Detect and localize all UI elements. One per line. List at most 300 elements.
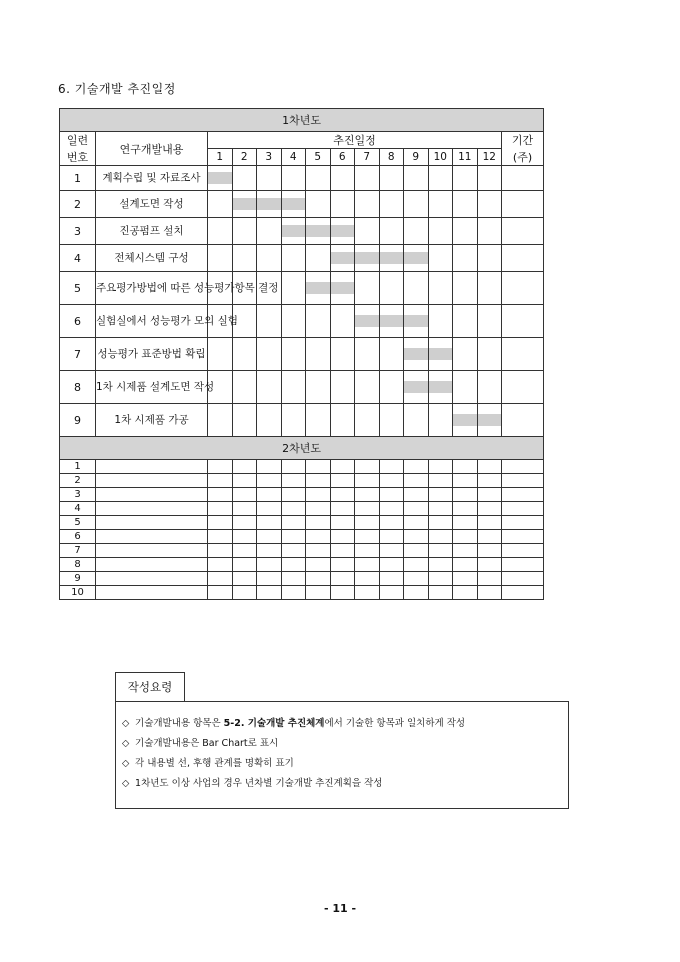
empty-cell bbox=[257, 502, 282, 516]
empty-cell bbox=[477, 502, 502, 516]
month-cell bbox=[208, 191, 233, 218]
row-number: 6 bbox=[60, 305, 96, 338]
empty-cell bbox=[453, 530, 478, 544]
empty-cell bbox=[208, 516, 233, 530]
month-cell bbox=[281, 245, 306, 272]
month-cell bbox=[232, 191, 257, 218]
empty-cell bbox=[96, 530, 208, 544]
empty-cell bbox=[404, 516, 429, 530]
empty-cell bbox=[96, 516, 208, 530]
schedule-bar bbox=[331, 225, 355, 237]
empty-cell bbox=[453, 474, 478, 488]
empty-cell bbox=[330, 474, 355, 488]
empty-cell bbox=[379, 544, 404, 558]
empty-cell bbox=[379, 516, 404, 530]
empty-cell bbox=[404, 488, 429, 502]
month-cell bbox=[306, 272, 331, 305]
month-cell bbox=[453, 191, 478, 218]
empty-cell bbox=[232, 530, 257, 544]
empty-cell bbox=[257, 460, 282, 474]
month-cell bbox=[477, 245, 502, 272]
month-cell bbox=[232, 338, 257, 371]
empty-cell bbox=[355, 460, 380, 474]
month-cell bbox=[306, 338, 331, 371]
empty-cell bbox=[404, 502, 429, 516]
empty-cell bbox=[257, 516, 282, 530]
month-cell bbox=[208, 166, 233, 191]
empty-cell bbox=[208, 558, 233, 572]
month-header: 1 bbox=[208, 149, 233, 166]
month-cell bbox=[477, 218, 502, 245]
month-cell bbox=[355, 338, 380, 371]
empty-cell bbox=[355, 572, 380, 586]
empty-cell bbox=[96, 460, 208, 474]
month-cell bbox=[404, 338, 429, 371]
empty-cell bbox=[355, 488, 380, 502]
row-content: 주요평가방법에 따른 성능평가항목 결정 bbox=[96, 272, 208, 305]
empty-cell bbox=[330, 530, 355, 544]
row-number: 6 bbox=[60, 530, 96, 544]
month-cell bbox=[306, 404, 331, 437]
month-cell bbox=[208, 371, 233, 404]
month-cell bbox=[453, 338, 478, 371]
month-cell bbox=[330, 338, 355, 371]
month-cell bbox=[428, 338, 453, 371]
empty-cell bbox=[232, 558, 257, 572]
empty-cell bbox=[502, 488, 544, 502]
empty-cell bbox=[208, 544, 233, 558]
month-cell bbox=[330, 404, 355, 437]
empty-cell bbox=[502, 558, 544, 572]
month-cell bbox=[379, 245, 404, 272]
diamond-icon: ◇ bbox=[122, 718, 130, 729]
table-row bbox=[60, 544, 544, 558]
period-cell bbox=[502, 245, 544, 272]
empty-cell bbox=[453, 558, 478, 572]
empty-cell bbox=[330, 558, 355, 572]
empty-cell bbox=[208, 586, 233, 600]
note-bold: 5-2. 기술개발 추진체계 bbox=[223, 718, 325, 729]
empty-cell bbox=[306, 558, 331, 572]
note-text: 에서 기술한 항목과 일치하게 작성 bbox=[324, 718, 466, 729]
month-cell bbox=[453, 272, 478, 305]
empty-cell bbox=[477, 586, 502, 600]
empty-cell bbox=[232, 586, 257, 600]
empty-cell bbox=[355, 558, 380, 572]
empty-cell bbox=[306, 544, 331, 558]
row-number: 2 bbox=[60, 474, 96, 488]
month-cell bbox=[208, 338, 233, 371]
empty-cell bbox=[232, 474, 257, 488]
empty-cell bbox=[281, 586, 306, 600]
empty-cell bbox=[330, 488, 355, 502]
empty-cell bbox=[306, 572, 331, 586]
empty-cell bbox=[355, 502, 380, 516]
month-cell bbox=[281, 305, 306, 338]
empty-cell bbox=[355, 530, 380, 544]
month-header: 3 bbox=[257, 149, 282, 166]
row-content: 진공펌프 설치 bbox=[96, 218, 208, 245]
table-row bbox=[60, 338, 544, 371]
row-number: 3 bbox=[60, 218, 96, 245]
month-cell bbox=[281, 272, 306, 305]
empty-cell bbox=[306, 516, 331, 530]
month-cell bbox=[281, 371, 306, 404]
empty-cell bbox=[306, 586, 331, 600]
month-cell bbox=[355, 371, 380, 404]
empty-cell bbox=[208, 530, 233, 544]
period-cell bbox=[502, 338, 544, 371]
month-cell bbox=[232, 371, 257, 404]
empty-cell bbox=[232, 572, 257, 586]
note-item bbox=[122, 774, 568, 794]
empty-cell bbox=[477, 544, 502, 558]
empty-cell bbox=[379, 474, 404, 488]
empty-cell bbox=[477, 572, 502, 586]
month-cell bbox=[355, 218, 380, 245]
empty-cell bbox=[355, 474, 380, 488]
month-cell bbox=[453, 305, 478, 338]
month-cell bbox=[404, 218, 429, 245]
notes-tab: 작성요령 bbox=[115, 672, 185, 702]
month-cell bbox=[355, 404, 380, 437]
empty-cell bbox=[379, 586, 404, 600]
month-cell bbox=[330, 218, 355, 245]
row-content: 1차 시제품 설계도면 작성 bbox=[96, 371, 208, 404]
empty-cell bbox=[404, 558, 429, 572]
row-number: 8 bbox=[60, 558, 96, 572]
empty-cell bbox=[502, 474, 544, 488]
empty-cell bbox=[477, 558, 502, 572]
empty-cell bbox=[502, 460, 544, 474]
schedule-bar bbox=[380, 315, 404, 327]
month-cell bbox=[257, 272, 282, 305]
month-cell bbox=[232, 166, 257, 191]
month-header: 5 bbox=[306, 149, 331, 166]
empty-cell bbox=[404, 474, 429, 488]
month-cell bbox=[404, 305, 429, 338]
month-cell bbox=[306, 166, 331, 191]
period-cell bbox=[502, 272, 544, 305]
month-cell bbox=[404, 166, 429, 191]
empty-cell bbox=[257, 586, 282, 600]
month-header: 8 bbox=[379, 149, 404, 166]
empty-cell bbox=[330, 502, 355, 516]
table-row bbox=[60, 516, 544, 530]
month-cell bbox=[428, 371, 453, 404]
schedule-bar bbox=[257, 198, 281, 210]
empty-cell bbox=[330, 460, 355, 474]
empty-cell bbox=[379, 572, 404, 586]
note-item bbox=[122, 714, 568, 734]
empty-cell bbox=[208, 572, 233, 586]
month-cell bbox=[232, 404, 257, 437]
schedule-bar bbox=[331, 252, 355, 264]
period-cell bbox=[502, 218, 544, 245]
month-cell bbox=[379, 305, 404, 338]
schedule-bar bbox=[306, 282, 330, 294]
month-cell bbox=[355, 245, 380, 272]
empty-cell bbox=[428, 544, 453, 558]
period-header-top: 기간 bbox=[502, 132, 544, 149]
month-cell bbox=[232, 272, 257, 305]
month-cell bbox=[330, 166, 355, 191]
month-cell bbox=[330, 272, 355, 305]
month-header: 11 bbox=[453, 149, 478, 166]
row-content: 계획수립 및 자료조사 bbox=[96, 166, 208, 191]
empty-cell bbox=[281, 544, 306, 558]
empty-cell bbox=[232, 460, 257, 474]
month-cell bbox=[428, 272, 453, 305]
row-number: 4 bbox=[60, 245, 96, 272]
month-cell bbox=[404, 404, 429, 437]
row-content: 성능평가 표준방법 확립 bbox=[96, 338, 208, 371]
row-number: 7 bbox=[60, 544, 96, 558]
empty-cell bbox=[257, 572, 282, 586]
month-cell bbox=[477, 191, 502, 218]
note-text: 기술개발내용 항목은 bbox=[135, 718, 224, 729]
empty-cell bbox=[502, 572, 544, 586]
month-cell bbox=[379, 218, 404, 245]
period-cell bbox=[502, 305, 544, 338]
month-header: 9 bbox=[404, 149, 429, 166]
empty-cell bbox=[379, 460, 404, 474]
year1-header: 1차년도 bbox=[60, 109, 544, 132]
table-row bbox=[60, 404, 544, 437]
month-cell bbox=[257, 338, 282, 371]
month-cell bbox=[379, 191, 404, 218]
content-header: 연구개발내용 bbox=[96, 132, 208, 166]
empty-cell bbox=[453, 586, 478, 600]
period-cell bbox=[502, 404, 544, 437]
month-cell bbox=[257, 245, 282, 272]
month-cell bbox=[477, 338, 502, 371]
schedule-bar bbox=[404, 315, 428, 327]
month-cell bbox=[208, 305, 233, 338]
row-content: 전체시스템 구성 bbox=[96, 245, 208, 272]
schedule-bar bbox=[453, 414, 477, 426]
month-cell bbox=[404, 371, 429, 404]
table-row bbox=[60, 272, 544, 305]
empty-cell bbox=[428, 488, 453, 502]
empty-cell bbox=[96, 488, 208, 502]
empty-cell bbox=[257, 474, 282, 488]
page-number: - 11 - bbox=[323, 902, 357, 915]
empty-cell bbox=[257, 558, 282, 572]
month-cell bbox=[428, 305, 453, 338]
period-header-bottom: (주) bbox=[502, 149, 544, 166]
empty-cell bbox=[306, 488, 331, 502]
month-cell bbox=[379, 166, 404, 191]
row-number: 9 bbox=[60, 572, 96, 586]
empty-cell bbox=[428, 460, 453, 474]
row-content: 1차 시제품 가공 bbox=[96, 404, 208, 437]
row-number: 3 bbox=[60, 488, 96, 502]
table-row bbox=[60, 502, 544, 516]
month-cell bbox=[477, 272, 502, 305]
empty-cell bbox=[281, 502, 306, 516]
empty-cell bbox=[428, 502, 453, 516]
empty-cell bbox=[281, 488, 306, 502]
month-header: 2 bbox=[232, 149, 257, 166]
empty-cell bbox=[502, 502, 544, 516]
empty-cell bbox=[379, 530, 404, 544]
row-number: 10 bbox=[60, 586, 96, 600]
empty-cell bbox=[96, 586, 208, 600]
table-row bbox=[60, 558, 544, 572]
empty-cell bbox=[281, 558, 306, 572]
month-cell bbox=[453, 166, 478, 191]
month-header: 4 bbox=[281, 149, 306, 166]
note-text: 1차년도 이상 사업의 경우 년차별 기술개발 추진계획을 작성 bbox=[135, 778, 383, 789]
table-row bbox=[60, 166, 544, 191]
empty-cell bbox=[96, 502, 208, 516]
schedule-bar bbox=[404, 381, 428, 393]
month-cell bbox=[208, 404, 233, 437]
empty-cell bbox=[281, 516, 306, 530]
row-number: 5 bbox=[60, 516, 96, 530]
schedule-bar bbox=[404, 252, 428, 264]
empty-cell bbox=[96, 474, 208, 488]
month-header: 10 bbox=[428, 149, 453, 166]
month-cell bbox=[404, 245, 429, 272]
empty-cell bbox=[477, 516, 502, 530]
empty-cell bbox=[232, 516, 257, 530]
empty-cell bbox=[428, 516, 453, 530]
table-row bbox=[60, 371, 544, 404]
month-cell bbox=[306, 218, 331, 245]
month-header: 6 bbox=[330, 149, 355, 166]
schedule-table bbox=[59, 108, 544, 600]
row-number: 9 bbox=[60, 404, 96, 437]
schedule-header: 추진일정 bbox=[208, 132, 502, 149]
schedule-bar bbox=[233, 198, 257, 210]
month-cell bbox=[208, 272, 233, 305]
schedule-bar bbox=[331, 282, 355, 294]
month-cell bbox=[477, 404, 502, 437]
month-cell bbox=[453, 371, 478, 404]
month-cell bbox=[281, 191, 306, 218]
month-cell bbox=[330, 371, 355, 404]
table-row bbox=[60, 474, 544, 488]
month-cell bbox=[379, 371, 404, 404]
empty-cell bbox=[477, 488, 502, 502]
month-cell bbox=[477, 166, 502, 191]
month-cell bbox=[281, 166, 306, 191]
empty-cell bbox=[428, 558, 453, 572]
empty-cell bbox=[330, 586, 355, 600]
month-cell bbox=[477, 371, 502, 404]
empty-cell bbox=[453, 516, 478, 530]
empty-cell bbox=[96, 544, 208, 558]
empty-cell bbox=[330, 544, 355, 558]
empty-cell bbox=[281, 530, 306, 544]
month-cell bbox=[428, 166, 453, 191]
month-cell bbox=[306, 371, 331, 404]
empty-cell bbox=[96, 572, 208, 586]
empty-cell bbox=[404, 530, 429, 544]
month-cell bbox=[355, 305, 380, 338]
empty-cell bbox=[453, 572, 478, 586]
empty-cell bbox=[208, 474, 233, 488]
month-cell bbox=[208, 218, 233, 245]
row-number: 1 bbox=[60, 166, 96, 191]
empty-cell bbox=[281, 572, 306, 586]
month-cell bbox=[330, 245, 355, 272]
month-cell bbox=[232, 218, 257, 245]
month-cell bbox=[306, 245, 331, 272]
note-text: 기술개발내용은 Bar Chart로 표시 bbox=[135, 738, 279, 749]
month-cell bbox=[379, 338, 404, 371]
empty-cell bbox=[306, 502, 331, 516]
month-cell bbox=[330, 191, 355, 218]
month-cell bbox=[208, 245, 233, 272]
month-cell bbox=[428, 245, 453, 272]
empty-cell bbox=[281, 460, 306, 474]
table-row bbox=[60, 460, 544, 474]
month-cell bbox=[453, 218, 478, 245]
empty-cell bbox=[306, 474, 331, 488]
period-cell bbox=[502, 166, 544, 191]
empty-cell bbox=[428, 586, 453, 600]
schedule-bar bbox=[208, 172, 232, 184]
note-text: 각 내용별 선, 후행 관계를 명확히 표기 bbox=[135, 758, 294, 769]
note-item bbox=[122, 754, 568, 774]
empty-cell bbox=[502, 586, 544, 600]
empty-cell bbox=[208, 488, 233, 502]
month-cell bbox=[281, 218, 306, 245]
table-row bbox=[60, 488, 544, 502]
schedule-bar bbox=[429, 381, 453, 393]
table-row bbox=[60, 305, 544, 338]
month-cell bbox=[379, 404, 404, 437]
row-number: 7 bbox=[60, 338, 96, 371]
empty-cell bbox=[355, 544, 380, 558]
diamond-icon: ◇ bbox=[122, 778, 130, 789]
empty-cell bbox=[502, 516, 544, 530]
month-cell bbox=[306, 305, 331, 338]
month-cell bbox=[428, 404, 453, 437]
empty-cell bbox=[453, 544, 478, 558]
empty-cell bbox=[453, 502, 478, 516]
empty-cell bbox=[404, 544, 429, 558]
month-cell bbox=[453, 404, 478, 437]
empty-cell bbox=[428, 530, 453, 544]
empty-cell bbox=[404, 586, 429, 600]
month-cell bbox=[330, 305, 355, 338]
schedule-bar bbox=[306, 225, 330, 237]
empty-cell bbox=[96, 558, 208, 572]
row-number: 8 bbox=[60, 371, 96, 404]
month-cell bbox=[428, 191, 453, 218]
month-cell bbox=[257, 166, 282, 191]
empty-cell bbox=[330, 572, 355, 586]
table-row bbox=[60, 530, 544, 544]
empty-cell bbox=[379, 488, 404, 502]
row-number: 1 bbox=[60, 460, 96, 474]
empty-cell bbox=[330, 516, 355, 530]
empty-cell bbox=[379, 558, 404, 572]
row-content: 실험실에서 성능평가 모의 실험 bbox=[96, 305, 208, 338]
month-cell bbox=[404, 272, 429, 305]
schedule-bar bbox=[355, 315, 379, 327]
empty-cell bbox=[355, 516, 380, 530]
empty-cell bbox=[477, 474, 502, 488]
empty-cell bbox=[502, 544, 544, 558]
empty-cell bbox=[281, 474, 306, 488]
schedule-bar bbox=[355, 252, 379, 264]
schedule-bar bbox=[282, 225, 306, 237]
